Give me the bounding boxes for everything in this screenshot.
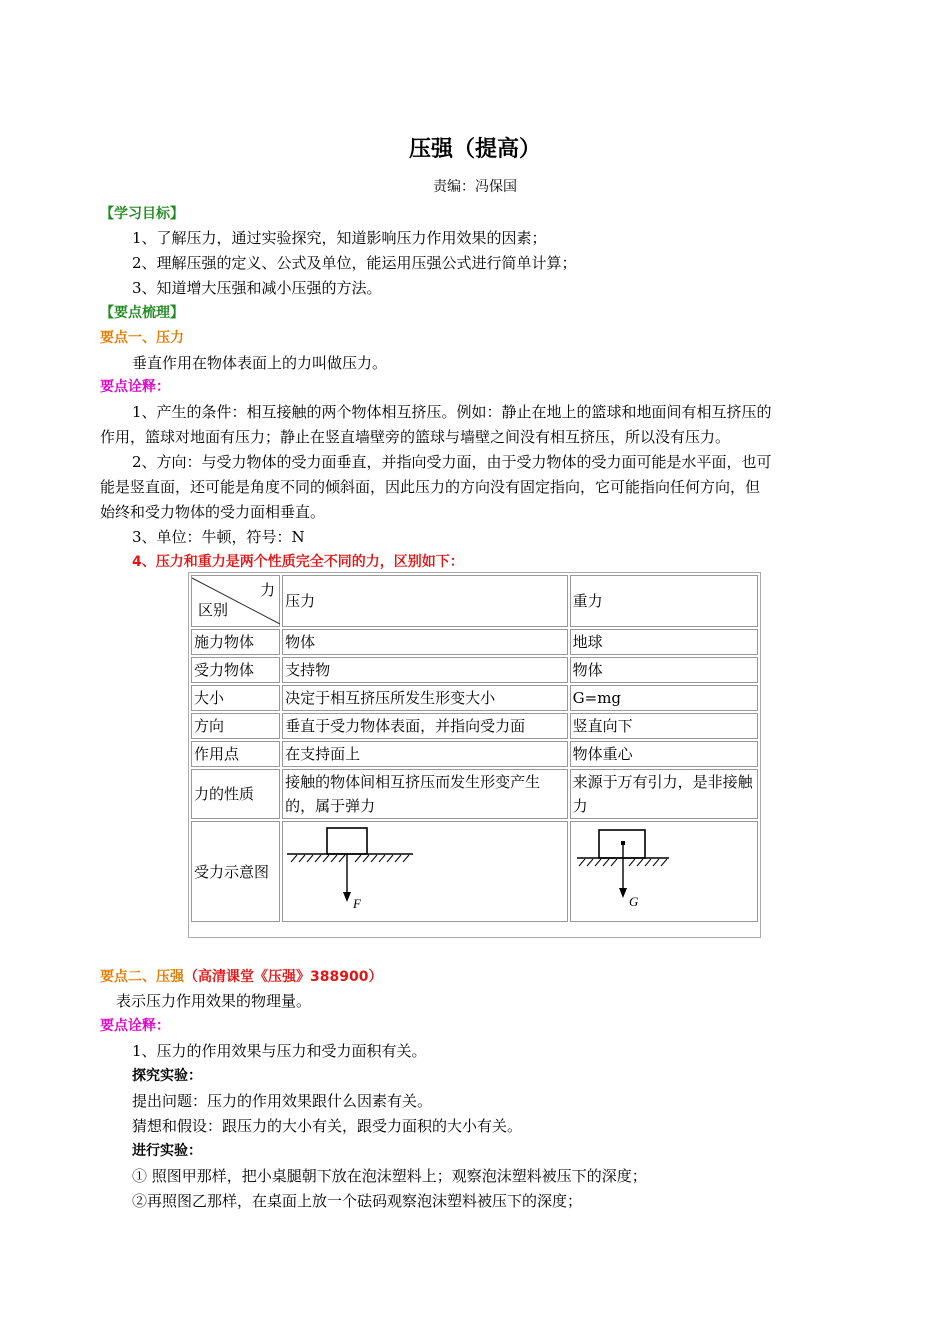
cell-gravity: 地球 — [570, 629, 758, 655]
point2-note1: 1、压力的作用效果与压力和受力面积有关。 — [132, 1042, 427, 1060]
experiment-question: 提出问题：压力的作用效果跟什么因素有关。 — [132, 1092, 433, 1110]
cell-pressure-force: 决定于相互挤压所发生形变大小 — [282, 685, 568, 711]
experiment-heading: 探究实验： — [132, 1068, 202, 1084]
objective-item: 3、知道增大压强和减小压强的方法。 — [132, 279, 382, 297]
row-label: 力的性质 — [191, 769, 280, 819]
point2-heading-ref: （高清课堂《压强》388900） — [184, 969, 383, 985]
row-label: 方向 — [191, 713, 280, 739]
point2-definition: 表示压力作用效果的物理量。 — [116, 992, 312, 1010]
objective-item: 1、了解压力，通过实验探究，知道影响压力作用效果的因素； — [132, 229, 547, 247]
row-label: 受力示意图 — [191, 821, 280, 922]
cell-pressure-force: 支持物 — [282, 657, 568, 683]
column-header-gravity: 重力 — [570, 575, 758, 627]
procedure-heading: 进行实验： — [132, 1143, 202, 1159]
experiment-hypothesis: 猜想和假设：跟压力的大小有关，跟受力面积的大小有关。 — [132, 1117, 523, 1135]
gravity-diagram-cell — [570, 821, 758, 922]
table-row — [191, 685, 758, 711]
note2-line: 能是竖直面，还可能是角度不同的倾斜面，因此压力的方向没有固定指向，它可能指向任何方向，但 — [100, 478, 761, 496]
point2-heading: 要点二、压强 — [100, 969, 184, 985]
note2-line: 2、方向：与受力物体的受力面垂直，并指向受力面，由于受力物体的受力面可能是水平面，也可 — [132, 453, 772, 471]
pressure-force-diagram-cell — [282, 821, 568, 922]
table-corner-cell — [191, 575, 280, 627]
row-label: 施力物体 — [191, 629, 280, 655]
note2-line: 始终和受力物体的受力面相垂直。 — [100, 503, 326, 521]
force-g-label: G — [628, 894, 639, 909]
objective-item: 2、理解压强的定义、公式及单位，能运用压强公式进行简单计算； — [132, 254, 577, 272]
pressure-force-diagram — [285, 822, 425, 914]
comparison-table — [188, 572, 761, 938]
point1-definition: 垂直作用在物体表面上的力叫做压力。 — [132, 354, 388, 372]
table-row — [191, 713, 758, 739]
editor-credit: 责编：冯保国 — [433, 179, 517, 195]
cell-pressure-force: 物体 — [282, 629, 568, 655]
table-row — [191, 741, 758, 767]
row-label: 大小 — [191, 685, 280, 711]
cell-gravity: 竖直向下 — [570, 713, 758, 739]
procedure-step: ① 照图甲那样，把小桌腿朝下放在泡沫塑料上；观察泡沫塑料被压下的深度； — [132, 1167, 647, 1185]
table-row — [191, 629, 758, 655]
procedure-step: ②再照图乙那样，在桌面上放一个砝码观察泡沫塑料被压下的深度； — [132, 1192, 583, 1210]
gravity-diagram — [573, 822, 683, 914]
point1-heading: 要点一、压力 — [100, 330, 184, 346]
row-label: 受力物体 — [191, 657, 280, 683]
note3-unit: 3、单位：牛顿，符号：N — [132, 528, 305, 546]
cell-gravity: 物体重心 — [570, 741, 758, 767]
cell-pressure-force: 垂直于受力物体表面，并指向受力面 — [282, 713, 568, 739]
force-f-label: F — [353, 896, 362, 911]
corner-label-force: 力 — [260, 581, 276, 599]
note1-line: 作用，篮球对地面有压力；静止在竖直墙壁旁的篮球与墙壁之间没有相互挤压，所以没有压力。 — [100, 428, 731, 446]
table-row — [191, 657, 758, 683]
page-title: 压强（提高） — [408, 137, 541, 162]
cell-gravity: 物体 — [570, 657, 758, 683]
point1-notes-heading: 要点诠释： — [100, 379, 170, 395]
row-label: 作用点 — [191, 741, 280, 767]
note4-comparison-intro: 4、压力和重力是两个性质完全不同的力，区别如下： — [132, 554, 464, 570]
cell-gravity: G=mg — [570, 685, 758, 711]
note1-line: 1、产生的条件：相互接触的两个物体相互挤压。例如：静止在地上的篮球和地面间有相互挤压的 — [132, 403, 772, 421]
table-row — [191, 821, 758, 922]
corner-label-difference: 区别 — [198, 601, 229, 619]
column-header-pressure-force: 压力 — [282, 575, 568, 627]
point2-heading-line — [100, 964, 382, 989]
cell-pressure-force: 接触的物体间相互挤压而发生形变产生的，属于弹力 — [282, 769, 568, 819]
point2-notes-heading: 要点诠释： — [100, 1018, 170, 1034]
summary-heading: 【要点梳理】 — [100, 305, 184, 321]
objectives-heading: 【学习目标】 — [100, 206, 184, 222]
table-row — [191, 769, 758, 819]
cell-gravity: 来源于万有引力，是非接触力 — [570, 769, 758, 819]
cell-pressure-force: 在支持面上 — [282, 741, 568, 767]
